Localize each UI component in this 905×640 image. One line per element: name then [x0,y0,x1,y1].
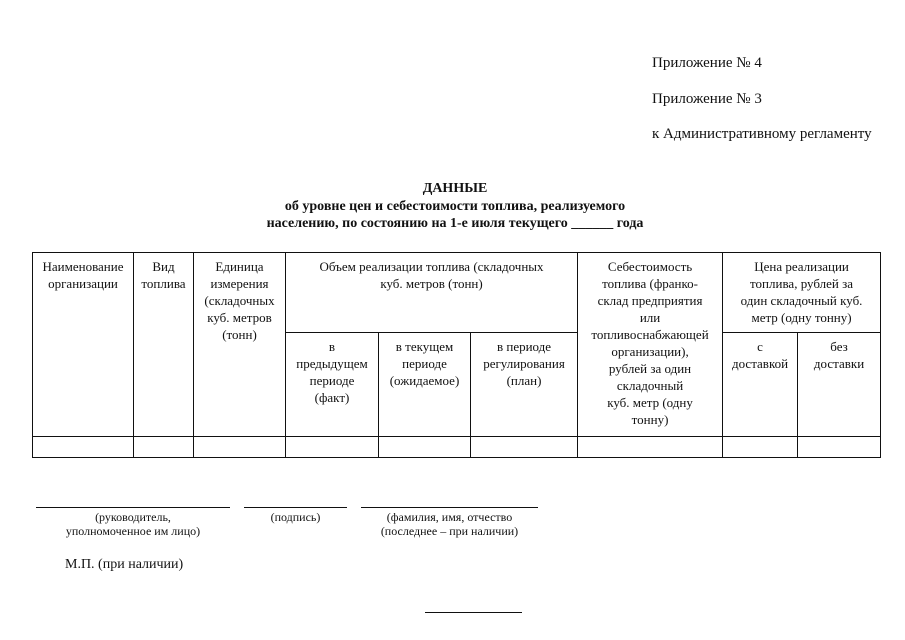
header-cost: Себестоимость топлива (франко- склад предприятия или топливоснабжающей организации), рублей за один складочный куб. метр (одну тонну) [578,253,723,437]
data-cell-with-delivery [723,437,798,458]
document-subtitle-line-2: населению, по состоянию на 1-е июля текущего ______ года [266,216,644,231]
data-cell-current-period [379,437,471,458]
data-cell-organization [33,437,134,458]
header-organization: Наименование организации [33,253,134,437]
subheader-without-delivery: без доставки [798,333,881,437]
data-cell-unit [194,437,286,458]
data-cell-regulation-period [471,437,578,458]
header-sales-volume: Объем реализации топлива (складочных куб. метров (тонн) [286,253,578,333]
data-cell-previous-period [286,437,379,458]
subheader-previous-period: в предыдущем периоде (факт) [286,333,379,437]
document-subtitle-line-1: об уровне цен и себестоимости топлива, реализуемого [284,199,626,214]
appendix-number-4: Приложение № 4 [652,55,762,71]
data-cell-fuel-type [134,437,194,458]
table-row [33,437,881,458]
signature-label: (подпись) [270,510,321,524]
document-title: ДАННЫЕ [422,181,488,196]
header-fuel-type: Вид топлива [134,253,194,437]
regulation-reference: к Административному регламенту [652,126,872,142]
subheader-regulation-period: в периоде регулирования (план) [471,333,578,437]
signature-line [244,507,347,508]
subheader-with-delivery: с доставкой [723,333,798,437]
header-sale-price: Цена реализации топлива, рублей за один складочный куб. метр (одну тонну) [723,253,881,333]
header-unit: Единица измерения (складочных куб. метров (тонн) [194,253,286,437]
data-cell-cost [578,437,723,458]
price-data-table [32,252,881,458]
subheader-current-period: в текущем периоде (ожидаемое) [379,333,471,437]
stamp-place-label: М.П. (при наличии) [65,557,184,572]
head-signature-line [36,507,230,508]
full-name-line [361,507,538,508]
full-name-label: (фамилия, имя, отчество (последнее – при наличии) [380,510,519,538]
bottom-separator-line [425,612,522,613]
head-signature-label: (руководитель, уполномоченное им лицо) [65,510,201,538]
appendix-number-3: Приложение № 3 [652,91,762,107]
data-cell-without-delivery [798,437,881,458]
